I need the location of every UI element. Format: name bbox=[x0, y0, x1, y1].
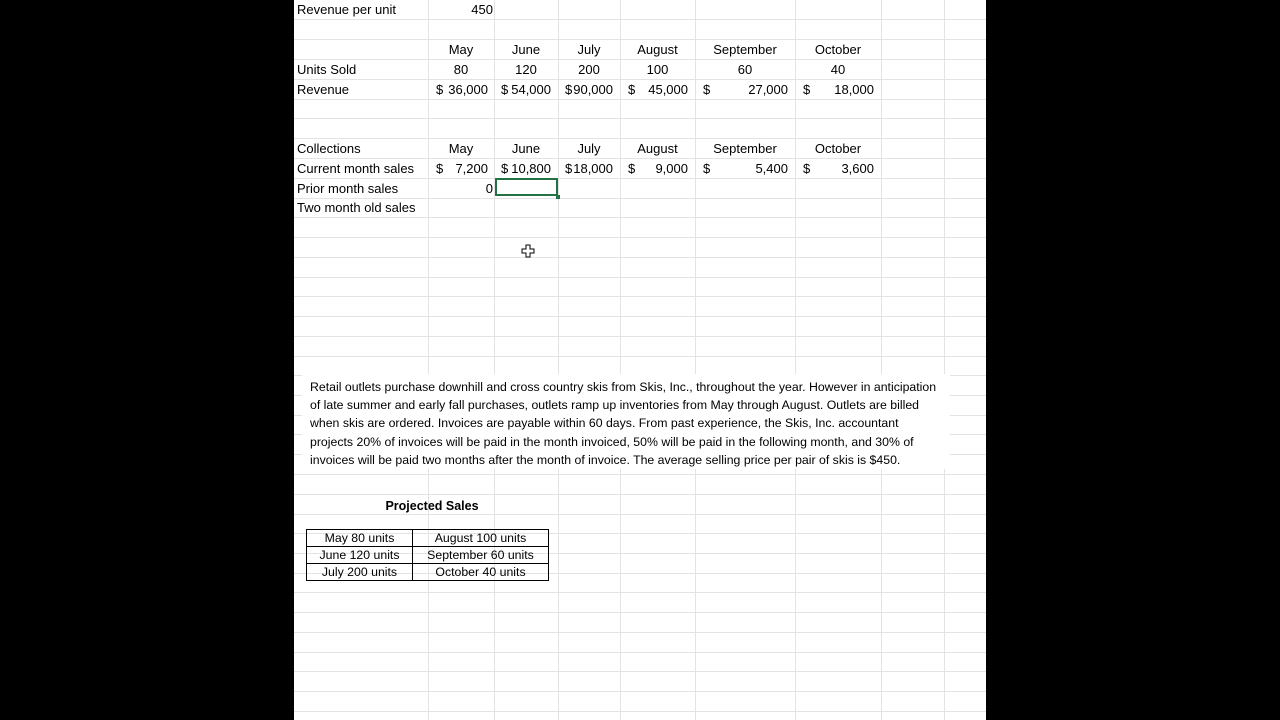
units-sold-cell[interactable]: 120 bbox=[515, 62, 537, 77]
current-month-cell[interactable]: 10,800 bbox=[511, 161, 551, 176]
grid-line bbox=[795, 0, 796, 720]
grid-line bbox=[294, 691, 986, 692]
currency-symbol: $ bbox=[565, 161, 573, 176]
grid-line bbox=[294, 217, 986, 218]
revenue-cell[interactable]: 45,000 bbox=[648, 82, 688, 97]
grid-line bbox=[294, 612, 986, 613]
problem-statement: Retail outlets purchase downhill and cross country skis from Skis, Inc., throughout the year. However in anticipation of late summer and early fall purchases, outlets ramp up inventories from May through August. Outlets are billed when skis are ordered. Invoices are payable within 60 days. From past experience, the Skis, Inc. accountant projects 20% of invoices will be paid in the month invoiced, 50% will be paid in the following month, and 30% of invoices will be paid two months after the month of invoice. The average selling price per pair of skis is $450. bbox=[310, 380, 937, 467]
grid-line bbox=[294, 356, 986, 357]
current-month-cell[interactable]: 5,400 bbox=[755, 161, 788, 176]
active-cell-selection[interactable] bbox=[495, 178, 558, 196]
prior-month-sales-label[interactable]: Prior month sales bbox=[297, 181, 399, 196]
table-cell: July 200 units bbox=[307, 564, 413, 581]
current-month-cell[interactable]: 18,000 bbox=[573, 161, 613, 176]
units-sold-cell[interactable]: 80 bbox=[453, 62, 469, 77]
currency-symbol: $ bbox=[436, 161, 444, 176]
units-sold-cell[interactable]: 40 bbox=[830, 62, 846, 77]
month-header[interactable]: May bbox=[448, 141, 474, 156]
revenue-per-unit-value[interactable]: 450 bbox=[471, 2, 493, 17]
currency-symbol: $ bbox=[628, 82, 636, 97]
grid-line bbox=[294, 592, 986, 593]
revenue-per-unit-label[interactable]: Revenue per unit bbox=[297, 2, 397, 17]
month-header[interactable]: June bbox=[511, 42, 541, 57]
month-header[interactable]: October bbox=[814, 141, 862, 156]
currency-symbol: $ bbox=[436, 82, 444, 97]
table-cell: June 120 units bbox=[307, 547, 413, 564]
grid-line bbox=[620, 0, 621, 720]
currency-symbol: $ bbox=[803, 82, 811, 97]
projected-sales-table bbox=[306, 529, 549, 581]
grid-line bbox=[494, 0, 495, 720]
grid-line bbox=[294, 632, 986, 633]
grid-line bbox=[294, 19, 986, 20]
currency-symbol: $ bbox=[565, 82, 573, 97]
grid-line bbox=[294, 99, 986, 100]
currency-symbol: $ bbox=[501, 82, 509, 97]
grid-line bbox=[294, 474, 986, 475]
currency-symbol: $ bbox=[703, 161, 711, 176]
month-header[interactable]: July bbox=[577, 141, 601, 156]
spreadsheet-grid[interactable] bbox=[294, 0, 986, 720]
revenue-label[interactable]: Revenue bbox=[297, 82, 350, 97]
collections-label[interactable]: Collections bbox=[297, 141, 361, 156]
table-cell: September 60 units bbox=[413, 547, 549, 564]
grid-line bbox=[881, 0, 882, 720]
units-sold-cell[interactable]: 200 bbox=[578, 62, 600, 77]
month-header[interactable]: July bbox=[577, 42, 601, 57]
units-sold-cell[interactable]: 60 bbox=[737, 62, 753, 77]
grid-line bbox=[294, 514, 986, 515]
current-month-cell[interactable]: 3,600 bbox=[841, 161, 874, 176]
revenue-cell[interactable]: 27,000 bbox=[748, 82, 788, 97]
table-row bbox=[307, 547, 549, 564]
month-header[interactable]: September bbox=[713, 42, 777, 57]
revenue-cell[interactable]: 18,000 bbox=[834, 82, 874, 97]
problem-text-box[interactable] bbox=[302, 374, 950, 579]
current-month-cell[interactable]: 7,200 bbox=[455, 161, 488, 176]
table-cell: October 40 units bbox=[413, 564, 549, 581]
grid-line bbox=[558, 0, 559, 720]
table-row bbox=[307, 530, 549, 547]
current-month-cell[interactable]: 9,000 bbox=[655, 161, 688, 176]
plus-cursor-icon bbox=[521, 244, 535, 258]
grid-line bbox=[695, 0, 696, 720]
grid-line bbox=[294, 336, 986, 337]
fill-handle[interactable] bbox=[556, 195, 560, 199]
grid-line bbox=[294, 652, 986, 653]
month-header[interactable]: August bbox=[637, 141, 678, 156]
revenue-cell[interactable]: 36,000 bbox=[448, 82, 488, 97]
grid-line bbox=[294, 257, 986, 258]
month-header[interactable]: August bbox=[637, 42, 678, 57]
currency-symbol: $ bbox=[803, 161, 811, 176]
grid-line bbox=[294, 237, 986, 238]
grid-line bbox=[294, 316, 986, 317]
table-cell: May 80 units bbox=[307, 530, 413, 547]
grid-line bbox=[294, 711, 986, 712]
grid-line bbox=[294, 671, 986, 672]
revenue-cell[interactable]: 90,000 bbox=[573, 82, 613, 97]
table-cell: August 100 units bbox=[413, 530, 549, 547]
currency-symbol: $ bbox=[703, 82, 711, 97]
grid-line bbox=[294, 296, 986, 297]
month-header[interactable]: October bbox=[814, 42, 862, 57]
grid-line bbox=[294, 277, 986, 278]
prior-month-cell[interactable]: 0 bbox=[485, 181, 493, 196]
currency-symbol: $ bbox=[501, 161, 509, 176]
month-header[interactable]: May bbox=[448, 42, 474, 57]
revenue-cell[interactable]: 54,000 bbox=[511, 82, 551, 97]
grid-line bbox=[428, 0, 429, 720]
table-row bbox=[307, 564, 549, 581]
current-month-sales-label[interactable]: Current month sales bbox=[297, 161, 415, 176]
grid-line bbox=[944, 0, 945, 720]
units-sold-label[interactable]: Units Sold bbox=[297, 62, 357, 77]
month-header[interactable]: September bbox=[713, 141, 777, 156]
grid-line bbox=[294, 494, 986, 495]
units-sold-cell[interactable]: 100 bbox=[646, 62, 669, 77]
currency-symbol: $ bbox=[628, 161, 636, 176]
two-month-old-sales-label[interactable]: Two month old sales bbox=[297, 200, 416, 215]
grid-line bbox=[294, 118, 986, 119]
month-header[interactable]: June bbox=[511, 141, 541, 156]
projected-sales-title: Projected Sales bbox=[385, 499, 479, 513]
